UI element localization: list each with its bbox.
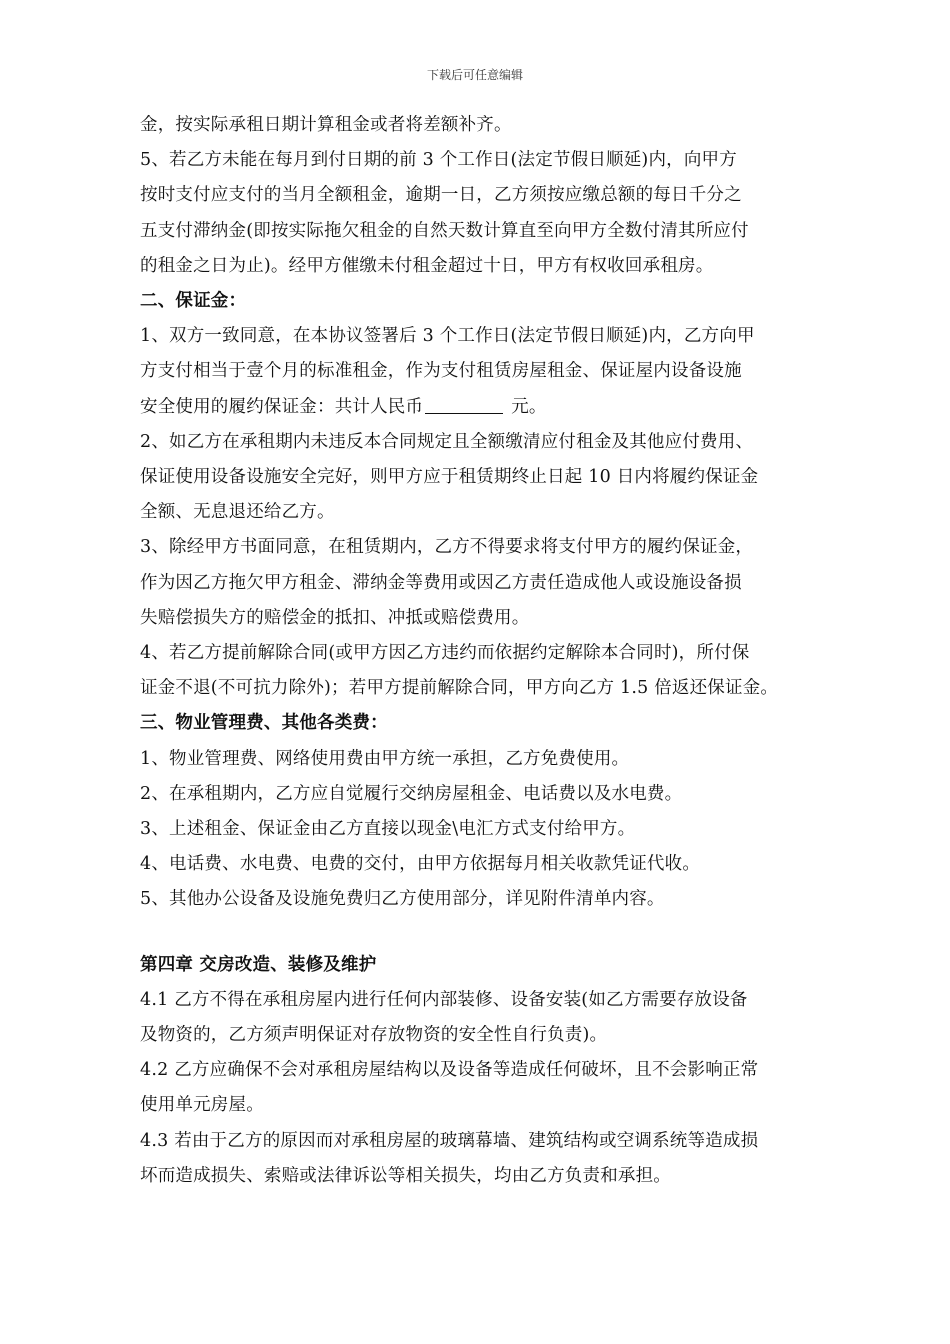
paragraph-line: 1、双方一致同意，在本协议签署后 3 个工作日(法定节假日顺延)内，乙方向甲 bbox=[140, 326, 755, 347]
paragraph-line: 使用单元房屋。 bbox=[140, 1095, 264, 1116]
spacer bbox=[140, 918, 840, 948]
deposit-prefix: 安全使用的履约保证金：共计人民币 bbox=[140, 396, 424, 417]
paragraph-line: 及物资的，乙方须声明保证对存放物资的安全性自行负责)。 bbox=[140, 1025, 608, 1046]
paragraph-line: 4、若乙方提前解除合同(或甲方因乙方违约而依据约定解除本合同时)，所付保 bbox=[140, 643, 750, 664]
section-heading-fees: 三、物业管理费、其他各类费： bbox=[140, 713, 388, 734]
paragraph-line: 方支付相当于壹个月的标准租金，作为支付租赁房屋租金、保证屋内设备设施 bbox=[140, 361, 742, 382]
paragraph-line: 5、其他办公设备及设施免费归乙方使用部分，详见附件清单内容。 bbox=[140, 889, 665, 910]
paragraph-line: 4、电话费、水电费、电费的交付，由甲方依据每月相关收款凭证代收。 bbox=[140, 854, 701, 875]
paragraph-line: 1、物业管理费、网络使用费由甲方统一承担，乙方免费使用。 bbox=[140, 748, 630, 769]
section-heading-deposit: 二、保证金： bbox=[140, 291, 247, 312]
paragraph-line: 5、若乙方未能在每月到付日期的前 3 个工作日(法定节假日顺延)内，向甲方 bbox=[140, 150, 737, 171]
document-body bbox=[140, 108, 840, 1194]
paragraph-line: 金，按实际承租日期计算租金或者将差额补齐。 bbox=[140, 115, 512, 135]
paragraph-line: 4.1 乙方不得在承租房屋内进行任何内部装修、设备安装(如乙方需要存放设备 bbox=[140, 989, 748, 1010]
paragraph-line: 保证使用设备设施安全完好，则甲方应于租赁期终止日起 10 日内将履约保证金 bbox=[140, 467, 759, 488]
paragraph-line: 3、上述租金、保证金由乙方直接以现金\电汇方式支付给甲方。 bbox=[140, 819, 636, 840]
paragraph-line: 五支付滞纳金(即按实际拖欠租金的自然天数计算直至向甲方全数付清其所应付 bbox=[140, 220, 749, 241]
paragraph-line: 2、在承租期内，乙方应自觉履行交纳房屋租金、电话费以及水电费。 bbox=[140, 783, 683, 804]
paragraph-line: 证金不退(不可抗力除外)；若甲方提前解除合同，甲方向乙方 1.5 倍返还保证金。 bbox=[140, 678, 779, 699]
amount-blank bbox=[425, 396, 503, 414]
paragraph-line: 作为因乙方拖欠甲方租金、滞纳金等费用或因乙方责任造成他人或设施设备损 bbox=[140, 572, 742, 593]
paragraph-line: 的租金之日为止)。经甲方催缴未付租金超过十日，甲方有权收回承租房。 bbox=[140, 255, 714, 276]
paragraph-line: 2、如乙方在承租期内未违反本合同规定且全额缴清应付租金及其他应付费用、 bbox=[140, 431, 754, 452]
deposit-amount-line bbox=[140, 390, 840, 425]
paragraph-line: 坏而造成损失、索赔或法律诉讼等相关损失，均由乙方负责和承担。 bbox=[140, 1165, 671, 1186]
paragraph-line: 4.3 若由于乙方的原因而对承租房屋的玻璃幕墙、建筑结构或空调系统等造成损 bbox=[140, 1130, 759, 1151]
page-header: 下载后可任意编辑 bbox=[426, 68, 523, 82]
paragraph-line: 4.2 乙方应确保不会对承租房屋结构以及设备等造成任何破坏，且不会影响正常 bbox=[140, 1060, 759, 1081]
paragraph-line: 按时支付应支付的当月全额租金，逾期一日，乙方须按应缴总额的每日千分之 bbox=[140, 185, 742, 206]
paragraph-line: 全额、无息退还给乙方。 bbox=[140, 502, 335, 523]
deposit-suffix: 元。 bbox=[511, 396, 547, 417]
paragraph-line: 3、除经甲方书面同意，在租赁期内，乙方不得要求将支付甲方的履约保证金， bbox=[140, 537, 754, 558]
paragraph-line: 失赔偿损失方的赔偿金的抵扣、冲抵或赔偿费用。 bbox=[140, 607, 530, 628]
chapter-heading-renovation: 第四章 交房改造、装修及维护 bbox=[140, 954, 377, 975]
